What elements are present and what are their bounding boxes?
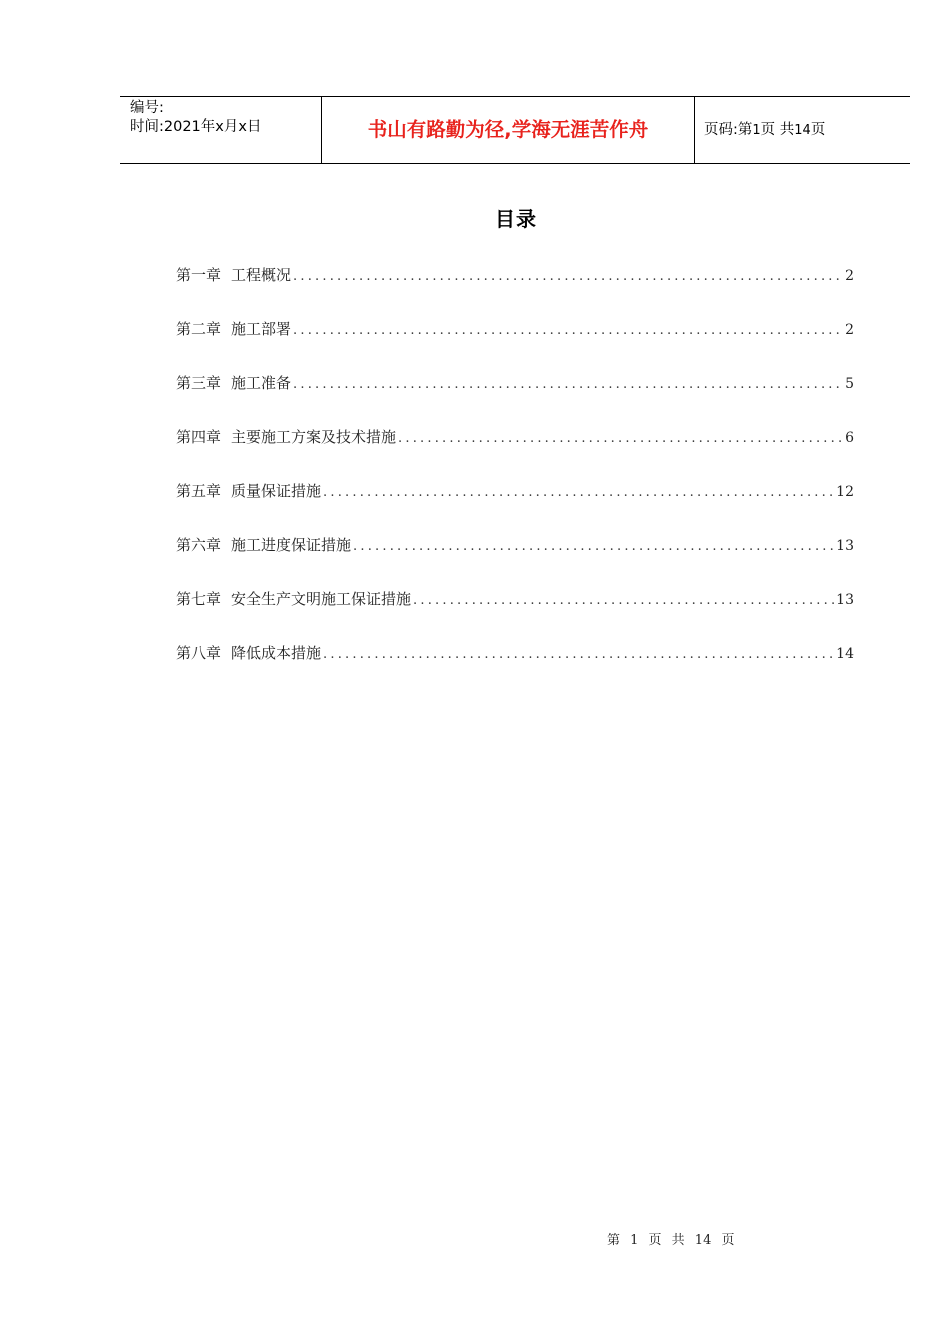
toc-page-number: 6 [845,430,854,446]
toc-entry-2[interactable] [176,318,854,372]
toc-chapter: 第三章 [176,374,222,392]
toc-entry-title: 主要施工方案及技术措施 [231,428,397,446]
header-motto: 书山有路勤为径,学海无涯苦作舟 [321,97,695,163]
toc-entry-title: 施工部署 [231,320,292,338]
toc-dot-leader [293,269,843,284]
toc-chapter: 第四章 [176,428,222,446]
toc-dot-leader [353,539,834,554]
page-total: 14 [794,123,811,138]
toc-entry-3[interactable] [176,372,854,426]
toc-chapter: 第一章 [176,266,222,284]
toc-entry-7[interactable] [176,588,854,642]
toc-entry-8[interactable] [176,642,854,696]
toc-entry-title: 降低成本措施 [231,644,322,662]
toc-dot-leader [413,593,834,608]
header-meta [120,97,321,163]
toc-dot-leader [323,485,834,500]
toc-page-number: 13 [836,592,854,608]
toc-chapter: 第七章 [176,590,222,608]
toc-page-number: 5 [845,376,854,392]
toc-page-number: 14 [836,646,854,662]
toc-entry-6[interactable] [176,534,854,588]
toc-page-number: 13 [836,538,854,554]
document-code-label: 编号: [130,100,164,116]
toc-chapter: 第八章 [176,644,222,662]
page-footer: 第 1 页 共 14 页 [607,1233,735,1248]
toc-chapter: 第五章 [176,482,222,500]
toc-dot-leader [293,377,843,392]
toc-entry-title: 施工准备 [231,374,292,392]
document-time: 时间:2021年x月x日 [130,119,262,135]
toc-entry-title: 施工进度保证措施 [231,536,352,554]
toc-entry-title: 工程概况 [231,266,292,284]
toc-dot-leader [293,323,843,338]
page-header [120,96,910,164]
toc-entry-title: 安全生产文明施工保证措施 [231,590,412,608]
toc-dot-leader [323,647,834,662]
toc-dot-leader [398,431,843,446]
toc-entry-5[interactable] [176,480,854,534]
toc-page-number: 12 [836,484,854,500]
page-end: 页 [810,122,826,138]
page-label: 页码:第 [704,122,753,138]
header-page-number [695,97,910,163]
table-of-contents [176,264,854,696]
toc-entry-title: 质量保证措施 [231,482,322,500]
toc-page-number: 2 [845,322,854,338]
toc-entry-4[interactable] [176,426,854,480]
toc-entry-1[interactable] [176,264,854,318]
toc-title: 目录 [495,207,537,231]
page-current: 1 [752,123,761,138]
toc-chapter: 第二章 [176,320,222,338]
page-mid: 页 共 [760,122,795,138]
toc-page-number: 2 [845,268,854,284]
toc-chapter: 第六章 [176,536,222,554]
